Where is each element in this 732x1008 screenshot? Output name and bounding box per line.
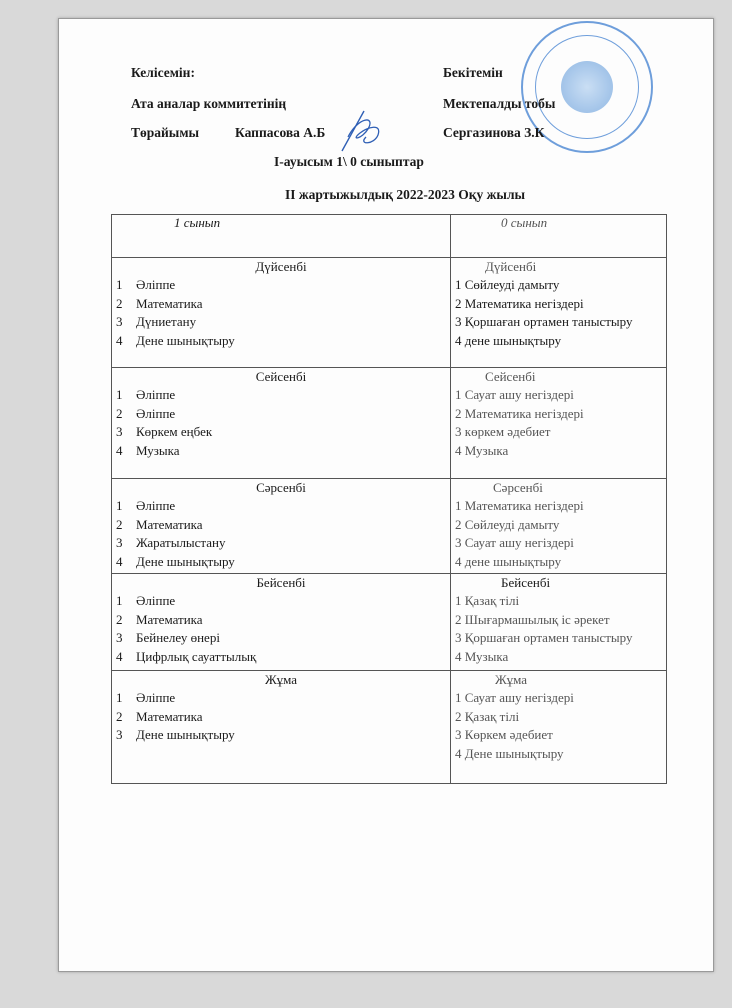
lesson-item: 2 Математика [116, 516, 203, 532]
day-label: Сәрсенбі [256, 480, 306, 495]
thursday-grade-1 [112, 574, 451, 671]
table-row [112, 368, 667, 479]
thursday-grade-0 [451, 574, 667, 671]
day-label: Бейсенбі [256, 575, 306, 590]
lesson-item: 2 Сөйлеуді дамыту [455, 516, 560, 532]
lesson-item: 3 Көркем еңбек [116, 424, 213, 439]
lesson-item: 2 Математика [116, 611, 203, 627]
lesson-item: 4 дене шынықтыру [455, 332, 562, 348]
lesson-item: 3 Қоршаған ортамен таныстыру [455, 630, 633, 645]
lesson-item: 4 Музыка [116, 442, 180, 458]
tuesday-grade-1 [112, 368, 451, 479]
monday-grade-1 [112, 258, 451, 368]
day-label: Сәрсенбі [493, 480, 543, 495]
lesson-item: 2 Математика [116, 708, 203, 724]
lesson-item: 1 Сауат ашу негіздері [455, 387, 574, 402]
column-header-grade-0: 0 сынып [451, 215, 667, 258]
lesson-item: 1 Математика негіздері [455, 498, 584, 513]
lesson-item: 4 Дене шынықтыру [116, 332, 235, 348]
year-title: ІІ жартыжылдық 2022-2023 Оқу жылы [285, 187, 526, 202]
lesson-item: 3 Сауат ашу негіздері [455, 535, 574, 550]
signature-mark [338, 107, 390, 155]
agreed-label: Келісемін: [131, 65, 195, 80]
column-header-grade-1: 1 сынып [112, 215, 451, 258]
parents-committee-label: Ата аналар коммитетінің [131, 96, 287, 111]
lesson-item: 2 Математика негіздері [455, 405, 584, 421]
lesson-item: 3 көркем әдебиет [455, 424, 551, 439]
lesson-item: 3 Дене шынықтыру [116, 727, 235, 742]
friday-grade-1 [112, 671, 451, 784]
day-label: Дүйсенбі [255, 259, 307, 274]
lesson-item: 3 Дүниетану [116, 314, 197, 329]
lesson-item: 4 Дене шынықтыру [116, 553, 235, 569]
lesson-item: 4 Цифрлық сауаттылық [116, 648, 257, 664]
lesson-item: 2 Шығармашылық іс әрекет [455, 611, 610, 627]
schedule-table [111, 214, 667, 784]
day-label: Жұма [495, 672, 528, 687]
director-label: Мектепалды тобы [443, 96, 556, 111]
lesson-item: 3 Қоршаған ортамен таныстыру [455, 314, 633, 329]
lesson-item: 3 Жаратылыстану [116, 535, 226, 550]
lesson-item: 1 Әліппе [116, 498, 176, 513]
table-row [112, 258, 667, 368]
lesson-item: 4 Музыка [455, 648, 509, 664]
shift-title: І-ауысым 1\ 0 сыныптар [274, 154, 424, 169]
lesson-item: 4 дене шынықтыру [455, 553, 562, 569]
lesson-item: 3 Көркем әдебиет [455, 727, 553, 742]
approved-label: Бекітемін [443, 65, 503, 80]
day-label: Жұма [264, 672, 298, 687]
lesson-item: 1 Әліппе [116, 387, 176, 402]
lesson-item: 1 Әліппе [116, 277, 176, 292]
table-row [112, 479, 667, 574]
tuesday-grade-0 [451, 368, 667, 479]
lesson-item: 2 Әліппе [116, 405, 176, 421]
director-name: Сергазинова З.К [443, 125, 545, 140]
monday-grade-0 [451, 258, 667, 368]
lesson-item: 1 Әліппе [116, 593, 176, 608]
lesson-item: 1 Әліппе [116, 690, 176, 705]
day-label: Сейсенбі [255, 369, 307, 384]
lesson-item: 2 Математика негіздері [455, 295, 584, 311]
lesson-item: 3 Бейнелеу өнері [116, 630, 220, 645]
day-label: Дүйсенбі [485, 259, 537, 274]
lesson-item: 4 Дене шынықтыру [455, 745, 564, 761]
table-header-row [112, 215, 667, 258]
lesson-item: 2 Математика [116, 295, 203, 311]
lesson-item: 4 Музыка [455, 442, 509, 458]
friday-grade-0 [451, 671, 667, 784]
document-page [58, 18, 714, 972]
wednesday-grade-1 [112, 479, 451, 574]
chair-name: Каппасова А.Б [235, 125, 326, 140]
table-row [112, 671, 667, 784]
lesson-item: 1 Сауат ашу негіздері [455, 690, 574, 705]
table-row [112, 574, 667, 671]
lesson-item: 2 Қазақ тілі [455, 708, 520, 724]
day-label: Бейсенбі [501, 575, 551, 590]
day-label: Сейсенбі [485, 369, 536, 384]
chair-label: Төрайымы [131, 125, 200, 140]
wednesday-grade-0 [451, 479, 667, 574]
lesson-item: 1 Сөйлеуді дамыту [455, 277, 560, 292]
lesson-item: 1 Қазақ тілі [455, 593, 520, 608]
